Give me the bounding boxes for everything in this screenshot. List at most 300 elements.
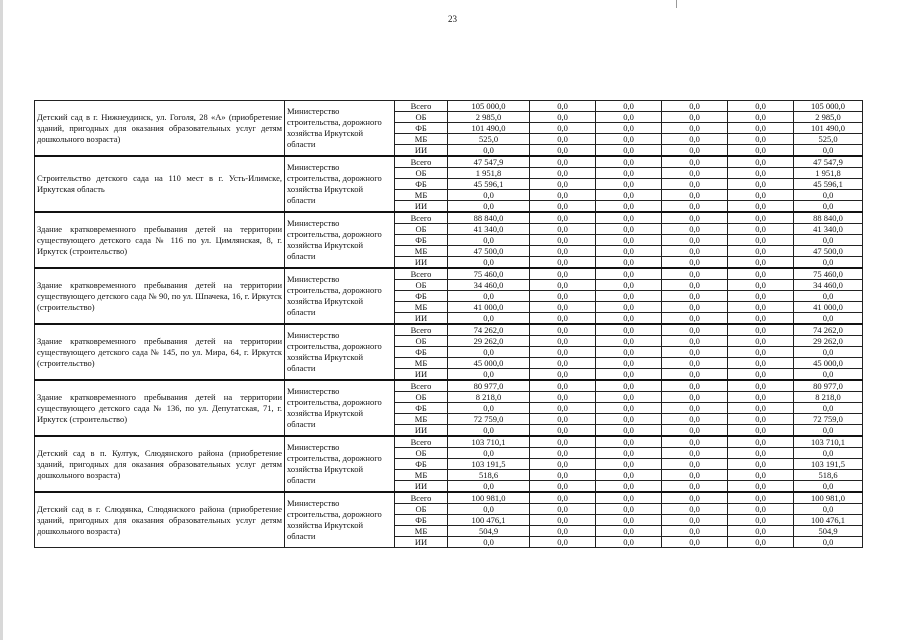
value-cell: 0,0 bbox=[662, 336, 728, 347]
value-cell: 0,0 bbox=[728, 257, 794, 269]
value-cell: 75 460,0 bbox=[448, 268, 530, 280]
value-cell: 41 000,0 bbox=[448, 302, 530, 313]
value-cell: 0,0 bbox=[448, 257, 530, 269]
value-cell: 0,0 bbox=[530, 459, 596, 470]
funding-source-cell: Всего bbox=[395, 436, 448, 448]
value-cell: 105 000,0 bbox=[448, 101, 530, 112]
value-cell: 0,0 bbox=[596, 112, 662, 123]
value-cell: 0,0 bbox=[728, 392, 794, 403]
value-cell: 0,0 bbox=[596, 101, 662, 112]
value-cell: 0,0 bbox=[662, 101, 728, 112]
value-cell: 0,0 bbox=[728, 224, 794, 235]
value-cell: 0,0 bbox=[448, 201, 530, 213]
funding-source-cell: Всего bbox=[395, 324, 448, 336]
total-value-cell: 34 460,0 bbox=[794, 280, 863, 291]
total-value-cell: 504,9 bbox=[794, 526, 863, 537]
value-cell: 0,0 bbox=[530, 156, 596, 168]
value-cell: 0,0 bbox=[596, 515, 662, 526]
value-cell: 34 460,0 bbox=[448, 280, 530, 291]
funding-source-cell: ФБ bbox=[395, 179, 448, 190]
value-cell: 0,0 bbox=[596, 280, 662, 291]
value-cell: 0,0 bbox=[728, 156, 794, 168]
responsible-org-cell: Министерство строительства, дорожного хозяйства Иркутской области bbox=[285, 380, 395, 436]
value-cell: 0,0 bbox=[448, 313, 530, 325]
funding-source-cell: МБ bbox=[395, 470, 448, 481]
value-cell: 0,0 bbox=[530, 313, 596, 325]
funding-source-cell: ИИ bbox=[395, 313, 448, 325]
total-value-cell: 47 547,9 bbox=[794, 156, 863, 168]
value-cell: 0,0 bbox=[728, 481, 794, 493]
value-cell: 0,0 bbox=[662, 156, 728, 168]
value-cell: 29 262,0 bbox=[448, 336, 530, 347]
value-cell: 0,0 bbox=[530, 235, 596, 246]
table-body bbox=[35, 101, 863, 548]
value-cell: 0,0 bbox=[596, 380, 662, 392]
value-cell: 0,0 bbox=[596, 224, 662, 235]
value-cell: 45 596,1 bbox=[448, 179, 530, 190]
value-cell: 0,0 bbox=[662, 537, 728, 548]
value-cell: 0,0 bbox=[728, 291, 794, 302]
value-cell: 0,0 bbox=[530, 268, 596, 280]
value-cell: 0,0 bbox=[728, 336, 794, 347]
value-cell: 0,0 bbox=[728, 537, 794, 548]
value-cell: 0,0 bbox=[530, 190, 596, 201]
responsible-org-cell: Министерство строительства, дорожного хозяйства Иркутской области bbox=[285, 156, 395, 212]
total-value-cell: 0,0 bbox=[794, 537, 863, 548]
value-cell: 0,0 bbox=[448, 145, 530, 157]
value-cell: 0,0 bbox=[530, 179, 596, 190]
value-cell: 0,0 bbox=[662, 123, 728, 134]
funding-source-cell: Всего bbox=[395, 212, 448, 224]
value-cell: 0,0 bbox=[662, 112, 728, 123]
value-cell: 74 262,0 bbox=[448, 324, 530, 336]
total-value-cell: 45 596,1 bbox=[794, 179, 863, 190]
object-name-cell: Детский сад в п. Култук, Слюдянского района (приобретение зданий, пригодных для оказания образовательных услуг детям дошкольного возраста) bbox=[35, 436, 285, 492]
value-cell: 103 191,5 bbox=[448, 459, 530, 470]
value-cell: 2 985,0 bbox=[448, 112, 530, 123]
funding-source-cell: ИИ bbox=[395, 257, 448, 269]
funding-source-cell: ФБ bbox=[395, 291, 448, 302]
total-value-cell: 29 262,0 bbox=[794, 336, 863, 347]
total-value-cell: 80 977,0 bbox=[794, 380, 863, 392]
value-cell: 0,0 bbox=[728, 403, 794, 414]
value-cell: 0,0 bbox=[596, 313, 662, 325]
value-cell: 0,0 bbox=[530, 280, 596, 291]
value-cell: 0,0 bbox=[662, 380, 728, 392]
value-cell: 0,0 bbox=[530, 246, 596, 257]
value-cell: 0,0 bbox=[530, 470, 596, 481]
value-cell: 0,0 bbox=[662, 302, 728, 313]
object-name-cell: Здание кратковременного пребывания детей на территории существующего детского сада № 136, по ул. Депутатская, 71, г. Иркутск (строительство) bbox=[35, 380, 285, 436]
total-value-cell: 0,0 bbox=[794, 313, 863, 325]
value-cell: 0,0 bbox=[596, 425, 662, 437]
responsible-org-cell: Министерство строительства, дорожного хозяйства Иркутской области bbox=[285, 492, 395, 548]
funding-source-cell: ФБ bbox=[395, 459, 448, 470]
value-cell: 0,0 bbox=[530, 101, 596, 112]
value-cell: 0,0 bbox=[596, 145, 662, 157]
value-cell: 0,0 bbox=[530, 123, 596, 134]
funding-source-cell: МБ bbox=[395, 358, 448, 369]
value-cell: 0,0 bbox=[530, 291, 596, 302]
value-cell: 0,0 bbox=[662, 459, 728, 470]
value-cell: 0,0 bbox=[662, 414, 728, 425]
funding-source-cell: ОБ bbox=[395, 112, 448, 123]
value-cell: 0,0 bbox=[596, 324, 662, 336]
value-cell: 0,0 bbox=[530, 112, 596, 123]
total-value-cell: 0,0 bbox=[794, 481, 863, 493]
value-cell: 0,0 bbox=[596, 504, 662, 515]
funding-source-cell: МБ bbox=[395, 302, 448, 313]
funding-source-cell: Всего bbox=[395, 101, 448, 112]
value-cell: 0,0 bbox=[728, 369, 794, 381]
value-cell: 0,0 bbox=[728, 425, 794, 437]
total-value-cell: 8 218,0 bbox=[794, 392, 863, 403]
value-cell: 41 340,0 bbox=[448, 224, 530, 235]
value-cell: 0,0 bbox=[728, 280, 794, 291]
total-value-cell: 101 490,0 bbox=[794, 123, 863, 134]
value-cell: 101 490,0 bbox=[448, 123, 530, 134]
value-cell: 45 000,0 bbox=[448, 358, 530, 369]
table-row bbox=[35, 492, 863, 504]
value-cell: 0,0 bbox=[728, 436, 794, 448]
value-cell: 0,0 bbox=[728, 201, 794, 213]
funding-source-cell: МБ bbox=[395, 134, 448, 145]
value-cell: 0,0 bbox=[596, 347, 662, 358]
table-row bbox=[35, 156, 863, 168]
value-cell: 0,0 bbox=[596, 134, 662, 145]
total-value-cell: 75 460,0 bbox=[794, 268, 863, 280]
value-cell: 0,0 bbox=[530, 168, 596, 179]
value-cell: 0,0 bbox=[728, 123, 794, 134]
value-cell: 0,0 bbox=[530, 257, 596, 269]
funding-source-cell: Всего bbox=[395, 156, 448, 168]
value-cell: 0,0 bbox=[596, 448, 662, 459]
value-cell: 103 710,1 bbox=[448, 436, 530, 448]
value-cell: 0,0 bbox=[728, 380, 794, 392]
value-cell: 0,0 bbox=[596, 201, 662, 213]
total-value-cell: 518,6 bbox=[794, 470, 863, 481]
total-value-cell: 88 840,0 bbox=[794, 212, 863, 224]
total-value-cell: 103 191,5 bbox=[794, 459, 863, 470]
value-cell: 518,6 bbox=[448, 470, 530, 481]
value-cell: 100 476,1 bbox=[448, 515, 530, 526]
object-name-cell: Строительство детского сада на 110 мест в г. Усть-Илимске, Иркутская область bbox=[35, 156, 285, 212]
value-cell: 0,0 bbox=[530, 201, 596, 213]
value-cell: 0,0 bbox=[728, 324, 794, 336]
value-cell: 0,0 bbox=[662, 268, 728, 280]
total-value-cell: 100 981,0 bbox=[794, 492, 863, 504]
value-cell: 0,0 bbox=[530, 224, 596, 235]
value-cell: 0,0 bbox=[662, 392, 728, 403]
responsible-org-cell: Министерство строительства, дорожного хозяйства Иркутской области bbox=[285, 268, 395, 324]
value-cell: 0,0 bbox=[662, 313, 728, 325]
responsible-org-cell: Министерство строительства, дорожного хозяйства Иркутской области bbox=[285, 436, 395, 492]
value-cell: 0,0 bbox=[530, 537, 596, 548]
value-cell: 0,0 bbox=[728, 112, 794, 123]
value-cell: 0,0 bbox=[530, 481, 596, 493]
value-cell: 0,0 bbox=[530, 436, 596, 448]
value-cell: 0,0 bbox=[596, 537, 662, 548]
value-cell: 0,0 bbox=[728, 526, 794, 537]
value-cell: 0,0 bbox=[596, 268, 662, 280]
value-cell: 0,0 bbox=[662, 145, 728, 157]
value-cell: 0,0 bbox=[728, 168, 794, 179]
value-cell: 0,0 bbox=[596, 179, 662, 190]
funding-source-cell: ОБ bbox=[395, 392, 448, 403]
value-cell: 0,0 bbox=[728, 190, 794, 201]
value-cell: 0,0 bbox=[596, 336, 662, 347]
responsible-org-cell: Министерство строительства, дорожного хозяйства Иркутской области bbox=[285, 212, 395, 268]
scan-edge bbox=[0, 0, 3, 640]
total-value-cell: 525,0 bbox=[794, 134, 863, 145]
value-cell: 0,0 bbox=[662, 515, 728, 526]
value-cell: 0,0 bbox=[728, 235, 794, 246]
value-cell: 0,0 bbox=[596, 190, 662, 201]
value-cell: 0,0 bbox=[662, 470, 728, 481]
value-cell: 0,0 bbox=[530, 492, 596, 504]
value-cell: 0,0 bbox=[530, 212, 596, 224]
value-cell: 0,0 bbox=[448, 190, 530, 201]
value-cell: 0,0 bbox=[596, 369, 662, 381]
value-cell: 0,0 bbox=[448, 235, 530, 246]
value-cell: 0,0 bbox=[662, 212, 728, 224]
value-cell: 88 840,0 bbox=[448, 212, 530, 224]
value-cell: 0,0 bbox=[728, 358, 794, 369]
value-cell: 100 981,0 bbox=[448, 492, 530, 504]
value-cell: 0,0 bbox=[662, 347, 728, 358]
table-row bbox=[35, 101, 863, 112]
value-cell: 0,0 bbox=[596, 481, 662, 493]
total-value-cell: 0,0 bbox=[794, 504, 863, 515]
value-cell: 0,0 bbox=[728, 134, 794, 145]
value-cell: 0,0 bbox=[728, 246, 794, 257]
value-cell: 80 977,0 bbox=[448, 380, 530, 392]
value-cell: 8 218,0 bbox=[448, 392, 530, 403]
value-cell: 0,0 bbox=[662, 324, 728, 336]
total-value-cell: 0,0 bbox=[794, 235, 863, 246]
total-value-cell: 0,0 bbox=[794, 403, 863, 414]
funding-source-cell: ИИ bbox=[395, 481, 448, 493]
value-cell: 0,0 bbox=[530, 403, 596, 414]
funding-source-cell: ИИ bbox=[395, 369, 448, 381]
value-cell: 0,0 bbox=[662, 526, 728, 537]
total-value-cell: 0,0 bbox=[794, 347, 863, 358]
funding-source-cell: ФБ bbox=[395, 403, 448, 414]
object-name-cell: Здание кратковременного пребывания детей на территории существующего детского сада № 145, по ул. Мира, 64, г. Иркутск (строительство) bbox=[35, 324, 285, 380]
value-cell: 0,0 bbox=[530, 414, 596, 425]
value-cell: 0,0 bbox=[596, 403, 662, 414]
total-value-cell: 47 500,0 bbox=[794, 246, 863, 257]
object-name-cell: Здание кратковременного пребывания детей на территории существующего детского сада № 116 по ул. Цимлянская, 8, г. Иркутск (строительство) bbox=[35, 212, 285, 268]
total-value-cell: 74 262,0 bbox=[794, 324, 863, 336]
value-cell: 504,9 bbox=[448, 526, 530, 537]
value-cell: 0,0 bbox=[662, 504, 728, 515]
value-cell: 0,0 bbox=[448, 403, 530, 414]
value-cell: 0,0 bbox=[662, 190, 728, 201]
funding-source-cell: ОБ bbox=[395, 224, 448, 235]
funding-source-cell: Всего bbox=[395, 380, 448, 392]
value-cell: 0,0 bbox=[530, 369, 596, 381]
funding-source-cell: МБ bbox=[395, 190, 448, 201]
table-row bbox=[35, 324, 863, 336]
funding-source-cell: МБ bbox=[395, 246, 448, 257]
table-row bbox=[35, 436, 863, 448]
responsible-org-cell: Министерство строительства, дорожного хозяйства Иркутской области bbox=[285, 101, 395, 157]
funding-source-cell: ОБ bbox=[395, 448, 448, 459]
value-cell: 0,0 bbox=[448, 291, 530, 302]
value-cell: 0,0 bbox=[530, 392, 596, 403]
table-row bbox=[35, 380, 863, 392]
value-cell: 0,0 bbox=[662, 257, 728, 269]
total-value-cell: 72 759,0 bbox=[794, 414, 863, 425]
total-value-cell: 0,0 bbox=[794, 257, 863, 269]
total-value-cell: 0,0 bbox=[794, 201, 863, 213]
total-value-cell: 0,0 bbox=[794, 291, 863, 302]
value-cell: 0,0 bbox=[662, 179, 728, 190]
value-cell: 0,0 bbox=[596, 392, 662, 403]
object-name-cell: Детский сад в г. Слюдянка, Слюдянского района (приобретение зданий, пригодных для оказания образовательных услуг детям дошкольного возраста) bbox=[35, 492, 285, 548]
value-cell: 0,0 bbox=[662, 492, 728, 504]
value-cell: 0,0 bbox=[596, 156, 662, 168]
total-value-cell: 0,0 bbox=[794, 190, 863, 201]
funding-source-cell: ОБ bbox=[395, 504, 448, 515]
value-cell: 1 951,8 bbox=[448, 168, 530, 179]
value-cell: 0,0 bbox=[728, 347, 794, 358]
funding-source-cell: ОБ bbox=[395, 336, 448, 347]
total-value-cell: 100 476,1 bbox=[794, 515, 863, 526]
funding-source-cell: ФБ bbox=[395, 123, 448, 134]
value-cell: 0,0 bbox=[662, 168, 728, 179]
value-cell: 0,0 bbox=[728, 268, 794, 280]
funding-source-cell: ФБ bbox=[395, 347, 448, 358]
value-cell: 0,0 bbox=[662, 235, 728, 246]
value-cell: 0,0 bbox=[530, 448, 596, 459]
funding-source-cell: Всего bbox=[395, 492, 448, 504]
funding-source-cell: ФБ bbox=[395, 235, 448, 246]
value-cell: 0,0 bbox=[662, 425, 728, 437]
budget-table bbox=[34, 100, 863, 548]
value-cell: 0,0 bbox=[662, 280, 728, 291]
value-cell: 0,0 bbox=[448, 347, 530, 358]
value-cell: 0,0 bbox=[728, 179, 794, 190]
funding-source-cell: ОБ bbox=[395, 280, 448, 291]
total-value-cell: 0,0 bbox=[794, 369, 863, 381]
value-cell: 0,0 bbox=[662, 224, 728, 235]
value-cell: 0,0 bbox=[596, 302, 662, 313]
value-cell: 0,0 bbox=[530, 134, 596, 145]
total-value-cell: 41 000,0 bbox=[794, 302, 863, 313]
value-cell: 0,0 bbox=[728, 302, 794, 313]
total-value-cell: 105 000,0 bbox=[794, 101, 863, 112]
value-cell: 0,0 bbox=[662, 369, 728, 381]
value-cell: 0,0 bbox=[728, 459, 794, 470]
total-value-cell: 1 951,8 bbox=[794, 168, 863, 179]
funding-source-cell: МБ bbox=[395, 526, 448, 537]
value-cell: 0,0 bbox=[596, 470, 662, 481]
value-cell: 0,0 bbox=[448, 448, 530, 459]
total-value-cell: 0,0 bbox=[794, 425, 863, 437]
funding-source-cell: Всего bbox=[395, 268, 448, 280]
value-cell: 0,0 bbox=[530, 425, 596, 437]
value-cell: 72 759,0 bbox=[448, 414, 530, 425]
value-cell: 0,0 bbox=[448, 504, 530, 515]
value-cell: 0,0 bbox=[662, 291, 728, 302]
value-cell: 0,0 bbox=[596, 168, 662, 179]
funding-source-cell: МБ bbox=[395, 414, 448, 425]
value-cell: 0,0 bbox=[662, 481, 728, 493]
value-cell: 0,0 bbox=[530, 302, 596, 313]
value-cell: 0,0 bbox=[530, 358, 596, 369]
value-cell: 0,0 bbox=[596, 123, 662, 134]
value-cell: 0,0 bbox=[662, 448, 728, 459]
value-cell: 0,0 bbox=[530, 380, 596, 392]
value-cell: 0,0 bbox=[728, 313, 794, 325]
value-cell: 0,0 bbox=[596, 291, 662, 302]
value-cell: 0,0 bbox=[728, 492, 794, 504]
value-cell: 0,0 bbox=[448, 425, 530, 437]
total-value-cell: 41 340,0 bbox=[794, 224, 863, 235]
total-value-cell: 103 710,1 bbox=[794, 436, 863, 448]
responsible-org-cell: Министерство строительства, дорожного хозяйства Иркутской области bbox=[285, 324, 395, 380]
value-cell: 0,0 bbox=[728, 515, 794, 526]
value-cell: 0,0 bbox=[596, 414, 662, 425]
object-name-cell: Здание кратковременного пребывания детей на территории существующего детского сада № 90, по ул. Шпачека, 16, г. Иркутск (строительство) bbox=[35, 268, 285, 324]
value-cell: 0,0 bbox=[596, 526, 662, 537]
value-cell: 0,0 bbox=[530, 526, 596, 537]
value-cell: 0,0 bbox=[662, 246, 728, 257]
funding-source-cell: ИИ bbox=[395, 425, 448, 437]
funding-source-cell: ИИ bbox=[395, 145, 448, 157]
value-cell: 0,0 bbox=[728, 145, 794, 157]
total-value-cell: 0,0 bbox=[794, 145, 863, 157]
value-cell: 0,0 bbox=[662, 201, 728, 213]
value-cell: 0,0 bbox=[596, 257, 662, 269]
value-cell: 0,0 bbox=[448, 369, 530, 381]
funding-source-cell: ИИ bbox=[395, 201, 448, 213]
value-cell: 0,0 bbox=[530, 504, 596, 515]
value-cell: 0,0 bbox=[596, 492, 662, 504]
value-cell: 0,0 bbox=[530, 515, 596, 526]
funding-source-cell: ФБ bbox=[395, 515, 448, 526]
value-cell: 0,0 bbox=[728, 470, 794, 481]
value-cell: 0,0 bbox=[530, 347, 596, 358]
table-row bbox=[35, 212, 863, 224]
value-cell: 0,0 bbox=[596, 235, 662, 246]
value-cell: 0,0 bbox=[662, 403, 728, 414]
table-row bbox=[35, 268, 863, 280]
value-cell: 0,0 bbox=[530, 145, 596, 157]
page-number: 23 bbox=[448, 14, 457, 24]
total-value-cell: 45 000,0 bbox=[794, 358, 863, 369]
value-cell: 0,0 bbox=[530, 336, 596, 347]
value-cell: 0,0 bbox=[596, 358, 662, 369]
funding-source-cell: ИИ bbox=[395, 537, 448, 548]
value-cell: 0,0 bbox=[662, 436, 728, 448]
value-cell: 0,0 bbox=[662, 358, 728, 369]
value-cell: 0,0 bbox=[728, 448, 794, 459]
total-value-cell: 2 985,0 bbox=[794, 112, 863, 123]
value-cell: 0,0 bbox=[728, 101, 794, 112]
total-value-cell: 0,0 bbox=[794, 448, 863, 459]
value-cell: 0,0 bbox=[448, 537, 530, 548]
value-cell: 0,0 bbox=[596, 436, 662, 448]
value-cell: 0,0 bbox=[596, 212, 662, 224]
value-cell: 0,0 bbox=[662, 134, 728, 145]
value-cell: 0,0 bbox=[596, 459, 662, 470]
value-cell: 0,0 bbox=[728, 212, 794, 224]
funding-source-cell: ОБ bbox=[395, 168, 448, 179]
value-cell: 0,0 bbox=[728, 504, 794, 515]
